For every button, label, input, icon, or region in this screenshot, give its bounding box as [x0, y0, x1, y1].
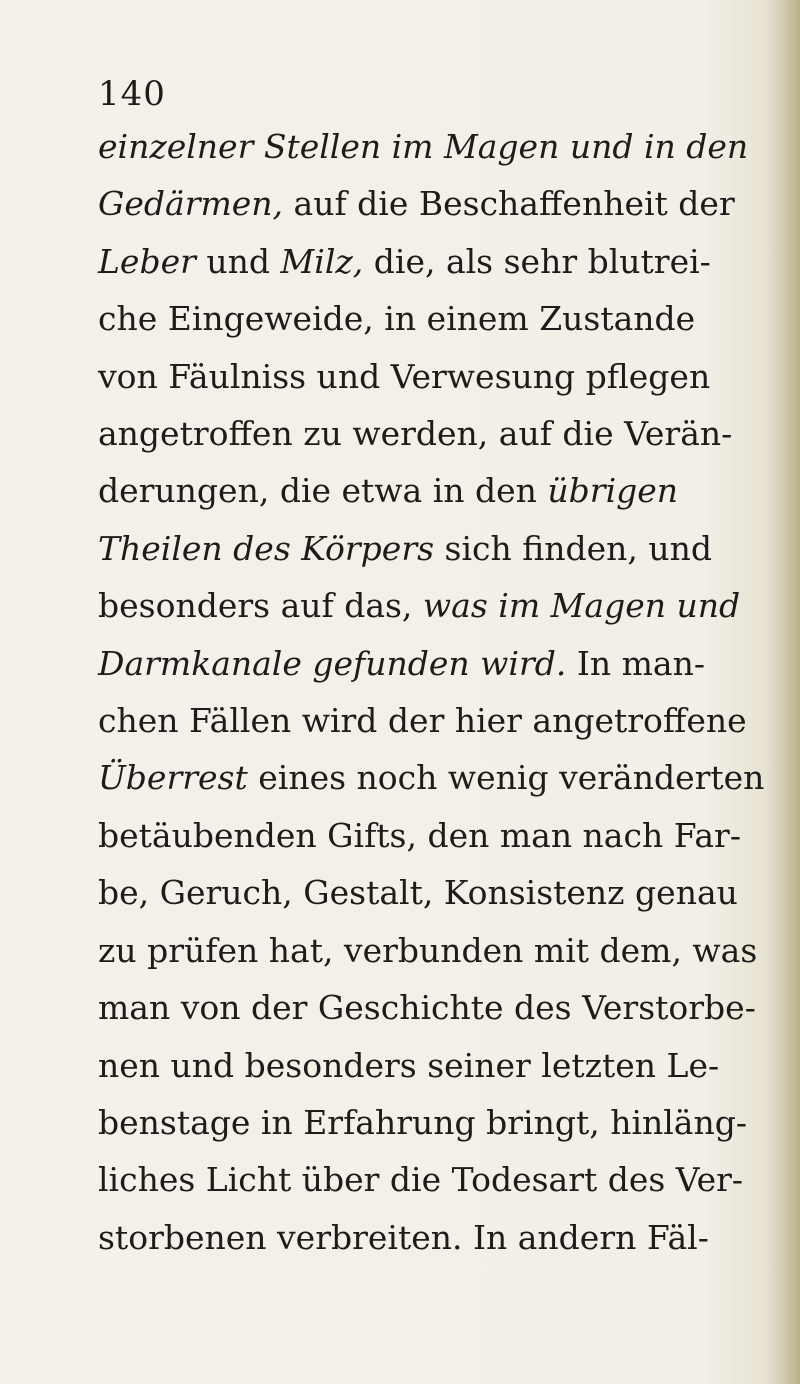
text-segment: angetroffen zu werden, auf die Verän- — [98, 414, 733, 454]
text-segment: auf die Beschaffenheit der — [283, 184, 735, 224]
text-segment: benstage in Erfahrung bringt, hinläng- — [98, 1102, 748, 1142]
italic-segment: Überrest — [98, 758, 248, 798]
text-segment: man von der Geschichte des Verstorbe- — [98, 988, 756, 1028]
page-number: 140 — [98, 74, 166, 114]
text-segment: che Eingeweide, in einem Zustande — [98, 299, 696, 339]
text-segment: betäubenden Gifts, den man nach Far- — [98, 815, 741, 855]
text-line — [98, 405, 738, 462]
italic-segment: Leber — [98, 241, 196, 281]
text-line — [98, 864, 738, 921]
italic-segment: Darmkanale gefunden wird. — [98, 643, 567, 683]
page-edge-shadow — [766, 0, 800, 1384]
text-segment: be, Geruch, Gestalt, Konsistenz genau — [98, 873, 738, 913]
text-line — [98, 175, 738, 232]
text-line — [98, 233, 738, 290]
text-line — [98, 290, 738, 347]
text-segment: und — [195, 241, 281, 281]
text-line — [98, 1094, 748, 1151]
text-line — [98, 520, 738, 577]
text-line — [98, 577, 741, 634]
text-line — [98, 1209, 738, 1266]
text-segment: derungen, die etwa in den — [98, 471, 548, 511]
text-line — [98, 692, 747, 749]
text-line — [98, 635, 738, 692]
text-line — [98, 979, 756, 1036]
text-line — [98, 462, 738, 519]
text-segment: von Fäulniss und Verwesung pflegen — [98, 356, 711, 396]
text-segment: die, als sehr blutrei- — [363, 241, 711, 281]
italic-segment: Gedärmen, — [98, 184, 284, 224]
italic-segment: Theilen des Körpers — [98, 528, 435, 568]
italic-segment: übrigen — [547, 471, 679, 511]
italic-segment: was im Magen und — [422, 586, 741, 626]
text-segment: liches Licht über die Todesart des Ver- — [98, 1160, 744, 1200]
text-line — [98, 348, 738, 405]
text-line — [98, 1037, 738, 1094]
text-segment: storbenen verbreiten. In andern Fäl- — [98, 1217, 709, 1257]
text-line — [98, 749, 765, 806]
text-segment: zu prüfen hat, verbunden mit dem, was — [98, 930, 758, 970]
text-line — [98, 807, 741, 864]
body-text — [98, 118, 765, 1266]
text-segment: besonders auf das, — [98, 586, 423, 626]
italic-segment: Milz, — [280, 241, 364, 281]
text-line — [98, 1151, 744, 1208]
text-line — [98, 118, 749, 175]
text-segment: chen Fällen wird der hier angetroffene — [98, 701, 747, 741]
text-segment: In man- — [566, 643, 705, 683]
text-segment: nen und besonders seiner letzten Le- — [98, 1045, 720, 1085]
italic-segment: einzelner Stellen im Magen und in den — [98, 127, 749, 166]
text-segment: eines noch wenig veränderten — [247, 758, 765, 798]
text-segment: sich finden, und — [434, 528, 713, 568]
text-line — [98, 922, 758, 979]
